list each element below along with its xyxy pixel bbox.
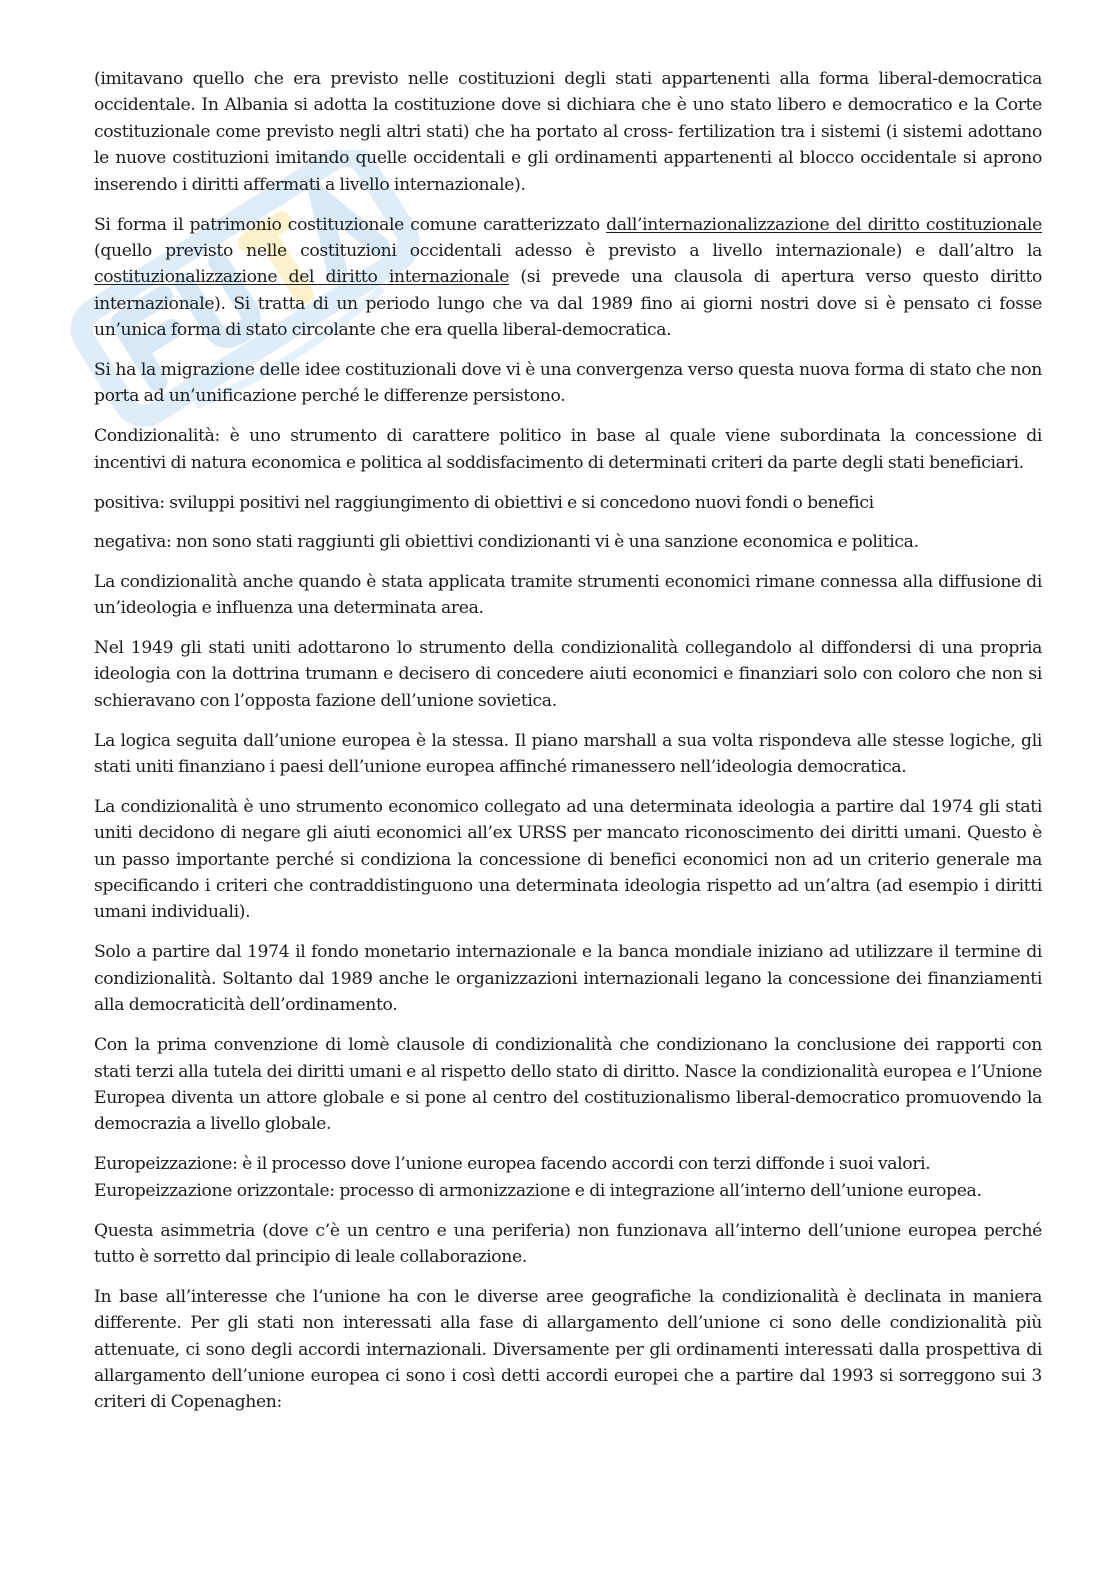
underlined-term-internazionalizzazione: dall’internazionalizzazione del diritto costituzionale (606, 214, 1042, 235)
paragraph-9: La logica seguita dall’unione europea è la stessa. Il piano marshall a sua volta rispondeva alle stesse logiche, gli stati uniti finanziano i paesi dell’unione europea affinché rimanessero nell’ideologia democratica. (94, 730, 1042, 777)
paragraph-12: Con la prima convenzione di lomè clausole di condizionalità che condizionano la conclusione dei rapporti con stati terzi alla tutela dei diritti umani e al rispetto dello stato di diritto. Nasce la condizionalità europea e l’Unione Europea diventa un attore globale e si pone al centro del costituzionalismo liberal-democratico promuovendo la democrazia a livello globale. (94, 1035, 1042, 1135)
paragraph-11: Solo a partire dal 1974 il fondo monetario internazionale e la banca mondiale iniziano ad utilizzare il termine di condizionalità. Soltanto dal 1989 anche le organizzazioni internazionali legano la concessione dei finanziamenti alla democraticità dell’ordinamento. (94, 942, 1042, 1016)
paragraph-15: In base all’interesse che l’unione ha con le diverse aree geografiche la condizionalità è declinata in maniera differente. Per gli stati non interessati alla fase di allargamento dell’unione ci sono delle condizionalità più attenuate, ci sono degli accordi internazionali. Diversamente per gli ordinamenti interessati dalla prospettiva di allargamento dell’unione europea ci sono i così detti accordi europei che a partire dal 1993 si sorreggono sui 3 criteri di Copenaghen: (94, 1286, 1042, 1413)
paragraph-2-part-3: (si prevede una clausola di apertura verso questo diritto internazionale). Si tratta di un periodo lungo che va dal 1989 fino ai giorni nostri dove si è pensato ci fosse un’unica forma di stato circolante che era quella liberal-democratica. (94, 267, 1042, 341)
paragraph-2-part-2: (quello previsto nelle costituzioni occidentali adesso è previsto a livello internazionale) e dall’altro la (94, 240, 1042, 261)
paragraph-europeizzazione (94, 1151, 1042, 1204)
paragraph-3: Si ha la migrazione delle idee costituzionali dove vi è una convergenza verso questa nuova forma di stato che non porta ad un’unificazione perché le differenze persistono. (94, 360, 1042, 407)
underlined-term-costituzionalizzazione: costituzionalizzazione del diritto internazionale (94, 267, 510, 288)
paragraph-negativa: negativa: non sono stati raggiunti gli obiettivi condizionanti vi è una sanzione economica e politica. (94, 532, 919, 553)
paragraph-1: (imitavano quello che era previsto nelle costituzioni degli stati appartenenti alla forma liberal-democratica occidentale. In Albania si adotta la costituzione dove si dichiara che è uno stato libero e democratico e la Corte costituzionale come previsto negli altri stati) che ha portato al cross- fertilization tra i sistemi (i sistemi adottano le nuove costituzioni imitando quelle occidentali e gli ordinamenti appartenenti al blocco occidentale si aprono inserendo i diritti affermati a livello internazionale). (94, 69, 1042, 195)
paragraph-2 (94, 212, 1042, 344)
document-page (94, 66, 1042, 1429)
paragraph-7: La condizionalità anche quando è stata applicata tramite strumenti economici rimane connessa alla diffusione di un’ideologia e influenza una determinata area. (94, 571, 1042, 618)
europeizzazione-line-1: Europeizzazione: è il processo dove l’unione europea facendo accordi con terzi diffonde i suoi valori. (94, 1154, 931, 1175)
europeizzazione-line-2: Europeizzazione orizzontale: processo di armonizzazione e di integrazione all’interno dell’unione europea. (94, 1180, 982, 1201)
paragraph-positiva: positiva: sviluppi positivi nel raggiungimento di obiettivi e si concedono nuovi fondi o benefici (94, 492, 874, 513)
paragraph-condizionalita-definition: Condizionalità: è uno strumento di carattere politico in base al quale viene subordinata la concessione di incentivi di natura economica e politica al soddisfacimento di determinati criteri da parte degli stati beneficiari. (94, 426, 1042, 473)
paragraph-10: La condizionalità è uno strumento economico collegato ad una determinata ideologia a partire dal 1974 gli stati uniti decidono di negare gli aiuti economici all’ex URSS per mancato riconoscimento dei diritti umani. Questo è un passo importante perché si condiziona la concessione di benefici economici non ad un criterio generale ma specificando i criteri che contraddistinguono una determinata ideologia rispetto ad un’altra (ad esempio i diritti umani individuali). (94, 796, 1042, 923)
paragraph-2-part-1: Si forma il patrimonio costituzionale comune caratterizzato (94, 214, 607, 235)
paragraph-14: Questa asimmetria (dove c’è un centro e una periferia) non funzionava all’interno dell’unione europea perché tutto è sorretto dal principio di leale collaborazione. (94, 1220, 1042, 1267)
paragraph-8: Nel 1949 gli stati uniti adottarono lo strumento della condizionalità collegandolo al diffondersi di una propria ideologia con la dottrina trumann e decisero di concedere aiuti economici e finanziari solo con coloro che non si schieravano con l’opposta fazione dell’unione sovietica. (94, 637, 1042, 711)
